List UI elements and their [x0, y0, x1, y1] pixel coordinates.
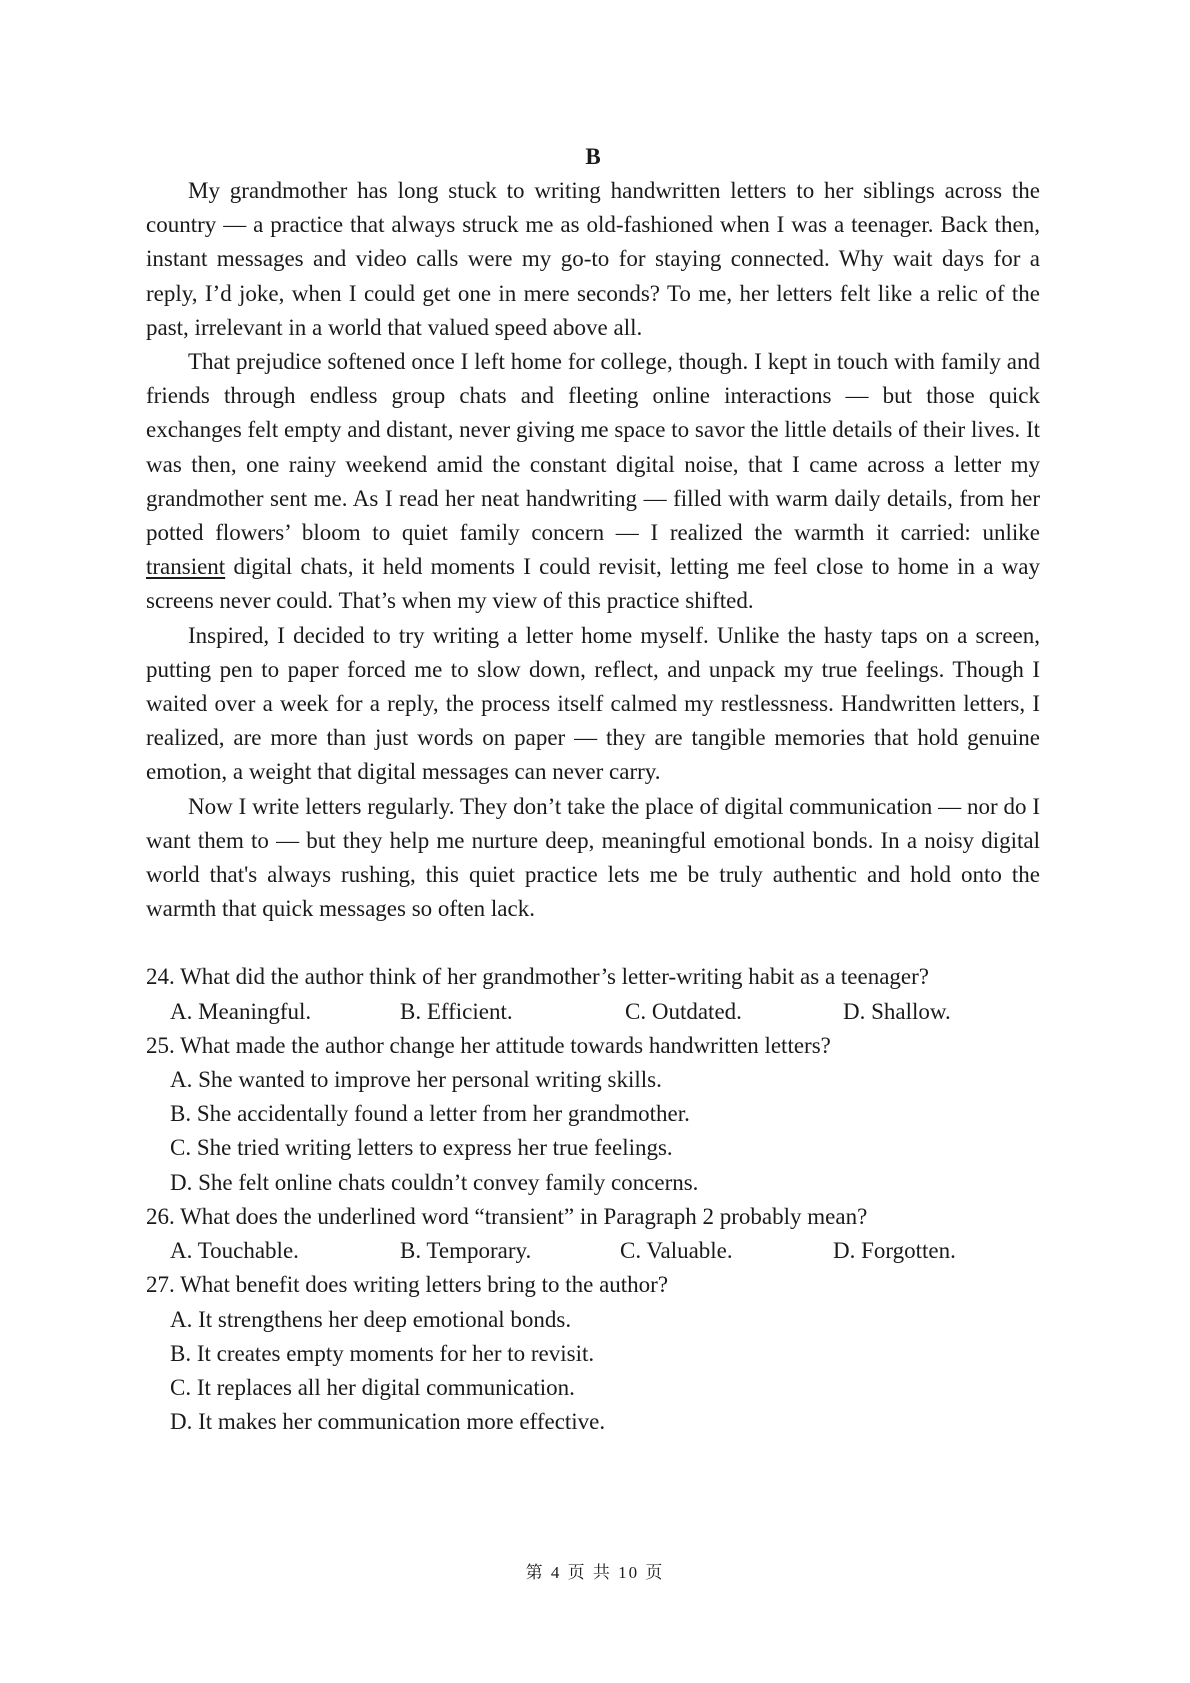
passage-paragraph-2: [146, 345, 1040, 619]
question-stem: 24. What did the author think of her grandmother’s letter-writing habit as a teenager?: [146, 964, 929, 990]
exam-page: [146, 140, 1040, 1439]
question-24: [146, 960, 1040, 1028]
option-d[interactable]: D. Forgotten.: [833, 1238, 956, 1264]
question-stem: 26. What does the underlined word “transient” in Paragraph 2 probably mean?: [146, 1203, 868, 1229]
option-b[interactable]: B. Efficient.: [400, 998, 513, 1024]
option-d[interactable]: D. It makes her communication more effective.: [170, 1409, 606, 1435]
option-d[interactable]: D. Shallow.: [843, 998, 951, 1024]
paragraph-2-text-after: digital chats, it held moments I could revisit, letting me feel close to home in a way screens never could. That’s when my view of this practice shifted.: [146, 554, 1040, 614]
option-row: [170, 1234, 1040, 1268]
option-d[interactable]: D. She felt online chats couldn’t convey family concerns.: [170, 1169, 699, 1195]
question-25: [146, 1029, 1040, 1200]
passage-paragraph-4: Now I write letters regularly. They don’t take the place of digital communication — nor do I want them to — but they help me nurture deep, meaningful emotional bonds. In a noisy digital world that's always rushing, this quiet practice lets me be truly authentic and hold onto the warmth that quick messages so often lack.: [146, 793, 1040, 922]
option-c[interactable]: C. It replaces all her digital communication.: [170, 1374, 575, 1400]
question-stem: 27. What benefit does writing letters bring to the author?: [146, 1272, 669, 1298]
question-27: [146, 1268, 1040, 1439]
question-26: [146, 1200, 1040, 1268]
option-c[interactable]: C. She tried writing letters to express her true feelings.: [170, 1135, 673, 1161]
option-row: [170, 995, 1040, 1029]
option-a[interactable]: A. Meaningful.: [170, 998, 312, 1024]
option-b[interactable]: B. Temporary.: [400, 1238, 532, 1264]
option-a[interactable]: A. She wanted to improve her personal writing skills.: [170, 1067, 662, 1093]
passage-paragraph-1: My grandmother has long stuck to writing handwritten letters to her siblings across the country — a practice that always struck me as old-fashioned when I was a teenager. Back then, instant messages and video calls were my go-to for staying connected. Why wait days for a reply, I’d joke, when I could get one in mere seconds? To me, her letters felt like a relic of the past, irrelevant in a world that valued speed above all.: [146, 178, 1040, 340]
question-list: [146, 960, 1040, 1439]
option-c[interactable]: C. Outdated.: [625, 998, 742, 1024]
page-number-footer: 第 4 页 共 10 页: [525, 1563, 665, 1582]
option-b[interactable]: B. It creates empty moments for her to revisit.: [170, 1340, 595, 1366]
option-b[interactable]: B. She accidentally found a letter from her grandmother.: [170, 1101, 690, 1127]
question-stem: 25. What made the author change her attitude towards handwritten letters?: [146, 1032, 831, 1058]
option-a[interactable]: A. It strengthens her deep emotional bonds.: [170, 1306, 572, 1332]
option-c[interactable]: C. Valuable.: [620, 1238, 733, 1264]
paragraph-2-text-before: That prejudice softened once I left home for college, though. I kept in touch with family and friends through endless group chats and fleeting online interactions — but those quick exchanges felt empty and distant, never giving me space to savor the little details of their lives. It was then, one rainy weekend amid the constant digital noise, that I came across a letter my grandmother sent me. As I read her neat handwriting — filled with warm daily details, from her potted flowers’ bloom to quiet family concern — I realized the warmth it carried: unlike: [146, 349, 1040, 546]
passage-paragraph-3: Inspired, I decided to try writing a letter home myself. Unlike the hasty taps on a screen, putting pen to paper forced me to slow down, reflect, and unpack my true feelings. Though I waited over a week for a reply, the process itself calmed my restlessness. Handwritten letters, I realized, are more than just words on paper — they are tangible memories that hold genuine emotion, a weight that digital messages can never carry.: [146, 622, 1040, 785]
underlined-word: transient: [146, 554, 226, 580]
option-a[interactable]: A. Touchable.: [170, 1238, 299, 1264]
reading-passage: [146, 174, 1040, 926]
section-title: B: [585, 144, 601, 169]
